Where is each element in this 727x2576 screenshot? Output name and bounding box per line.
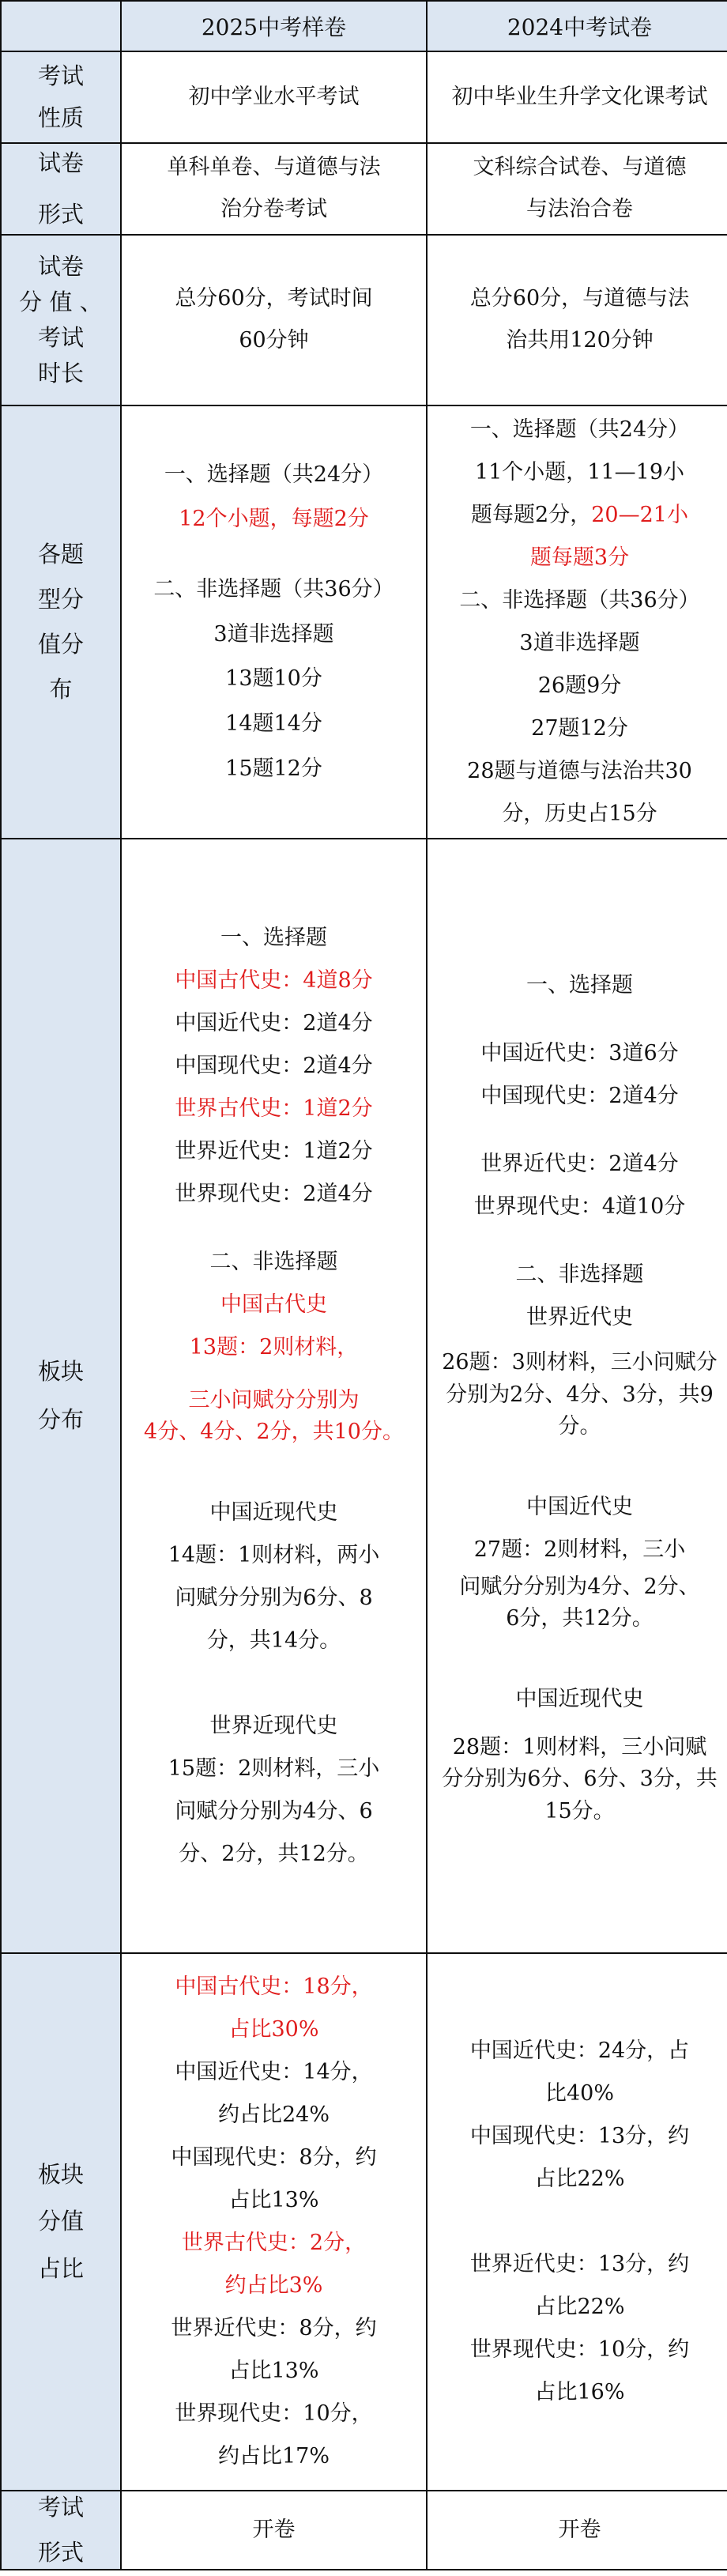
header-blank — [1, 1, 121, 51]
row-section-distribution — [1, 839, 727, 1953]
cell-2025: 开卷 — [121, 2491, 427, 2570]
header-row — [1, 1, 727, 51]
cell-2024: 中国近代史：24分，占 比40% 中国现代史：13分，约 占比22% 世界近代史：13分，约 占比22% 世界现代史：10分，约 占比16% — [427, 1953, 727, 2491]
cell-2025: 总分60分，考试时间 60分钟 — [121, 235, 427, 405]
cell-2025: 中国古代史：18分， 占比30% 中国近代史：14分， 约占比24% 中国现代史：8分，约 占比13% 世界古代史：2分， 约占比3% 世界近代史：8分，约 占比13% 世界现代史：10分， 约占比17% — [121, 1953, 427, 2491]
row-question-types — [1, 405, 727, 839]
cell-2025: 一、选择题（共24分） 12个小题，每题2分 二、非选择题（共36分） 3道非选择题 13题10分 14题14分 15题12分 — [121, 405, 427, 839]
cell-2024: 开卷 — [427, 2491, 727, 2570]
cell-2024: 一、选择题 中国近代史：3道6分 中国现代史：2道4分 世界近代史：2道4分 世界现代史：4道10分 二、非选择题 世界近代史 26题：3则材料，三小问赋分 分别为2分、4分、3分，共9 分。 中国近代史 27题：2则材料，三小 问赋分分别为4分、2分、 6分，共12分。 中国近现代史 28题：1则材料，三小问赋 分分别为6分、6分、3分，共 15分。 — [427, 839, 727, 1953]
cell-2024: 初中毕业生升学文化课考试 — [427, 51, 727, 143]
cell-2025: 初中学业水平考试 — [121, 51, 427, 143]
row-exam-form — [1, 2491, 727, 2570]
cell-2024: 总分60分，与道德与法 治共用120分钟 — [427, 235, 727, 405]
cell-2025: 单科单卷、与道德与法 治分卷考试 — [121, 143, 427, 235]
row-score-time — [1, 235, 727, 405]
row-label: 板块 分布 — [1, 839, 121, 1953]
row-label: 板块 分值 占比 — [1, 1953, 121, 2491]
row-label: 各题 型分 值分 布 — [1, 405, 121, 839]
row-label: 考试 性质 — [1, 51, 121, 143]
row-label: 试卷 分 值 、 考试 时长 — [1, 235, 121, 405]
cell-2024: 文科综合试卷、与道德 与法治合卷 — [427, 143, 727, 235]
header-2024: 2024中考试卷 — [427, 1, 727, 51]
row-score-ratio — [1, 1953, 727, 2491]
row-paper-form — [1, 143, 727, 235]
cell-2024: 一、选择题（共24分） 11个小题，11—19小 题每题2分，20—21小 题每题3分 二、非选择题（共36分） 3道非选择题 26题9分 27题12分 28题与道德与法治共30 分，历史占15分 — [427, 405, 727, 839]
cell-2025: 一、选择题 中国古代史：4道8分 中国近代史：2道4分 中国现代史：2道4分 世界古代史：1道2分 世界近代史：1道2分 世界现代史：2道4分 二、非选择题 中国古代史 13题：2则材料， 三小问赋分分别为 4分、4分、2分，共10分。 中国近现代史 14题：1则材料，两小 问赋分分别为6分、8 分，共14分。 世界近现代史 15题：2则材料，三小 问赋分分别为4分、6 分、2分，共12分。 — [121, 839, 427, 1953]
row-label: 试卷 形式 — [1, 143, 121, 235]
row-exam-nature — [1, 51, 727, 143]
row-label: 考试 形式 — [1, 2491, 121, 2570]
header-2025: 2025中考样卷 — [121, 1, 427, 51]
